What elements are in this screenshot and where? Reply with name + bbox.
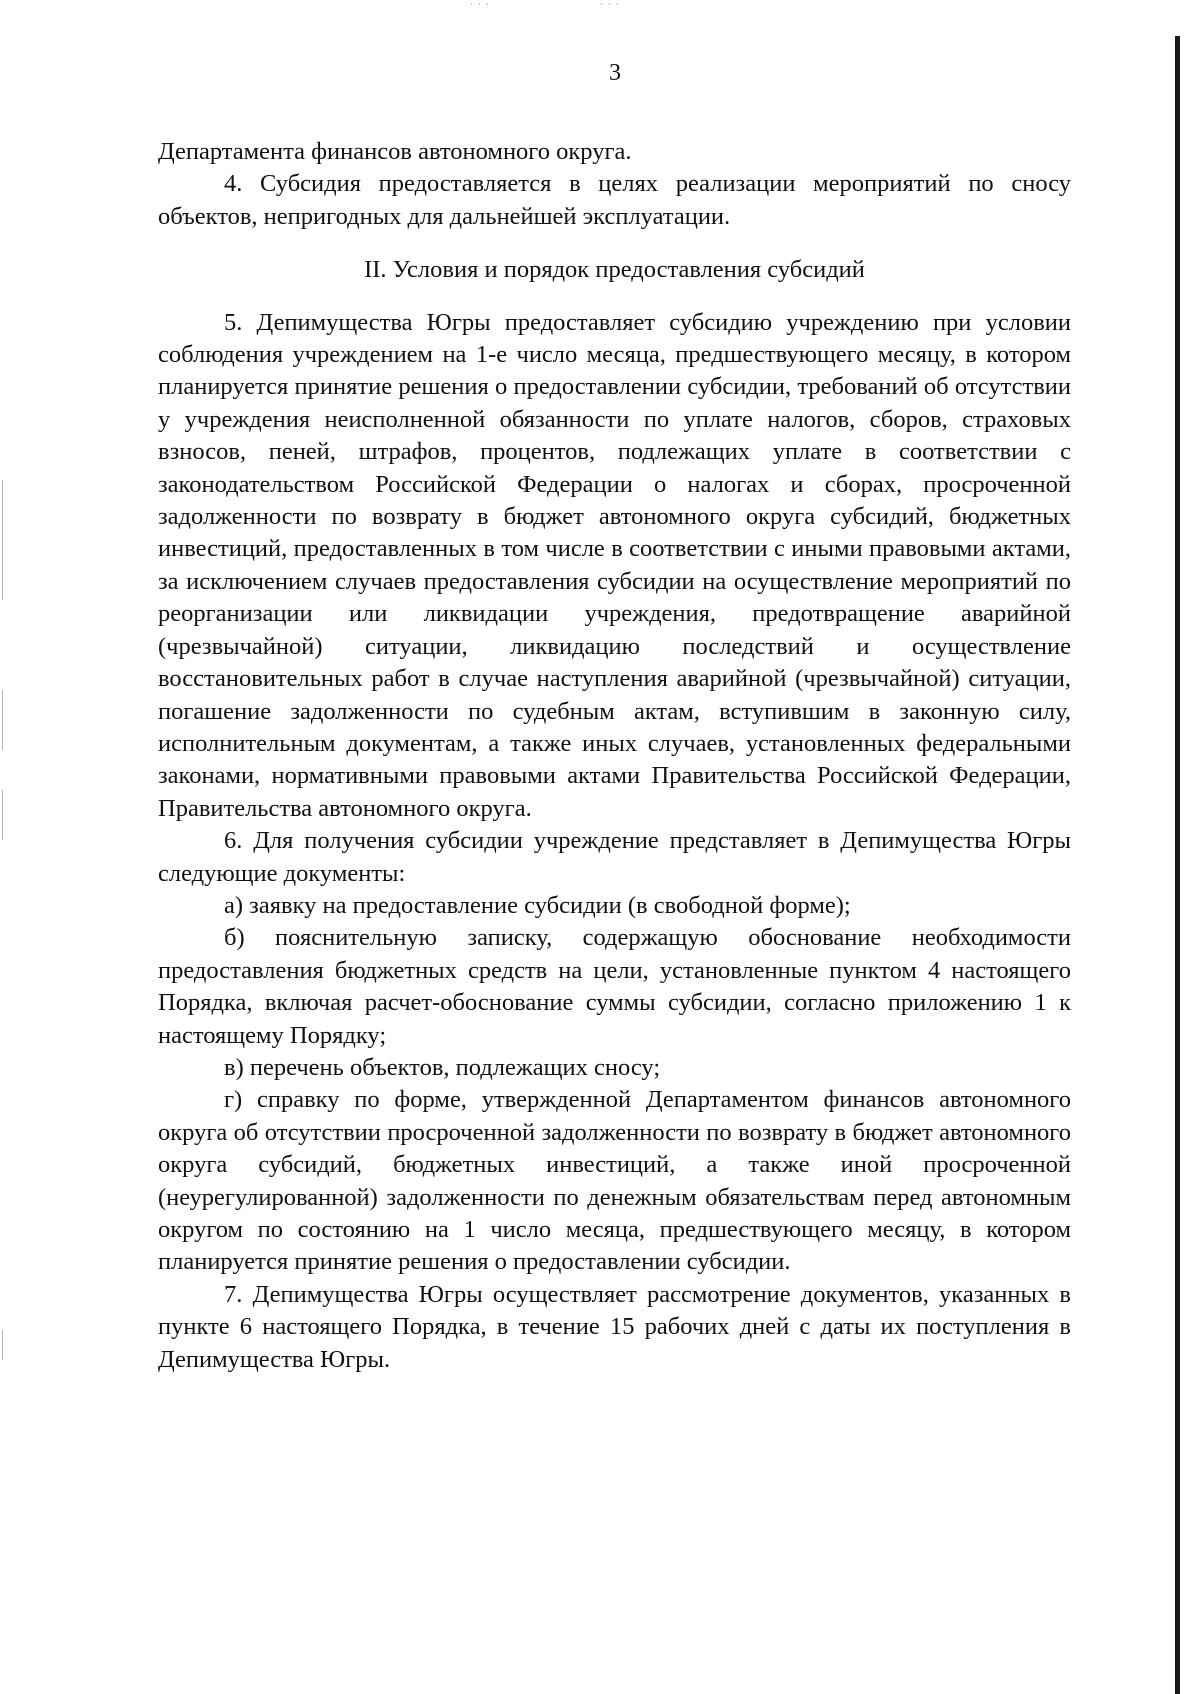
paragraph-5: 5. Депимущества Югры предоставляет субсидию учреждению при условии соблюдения учреждением на 1-е число месяца, предшествующего месяцу, в котором планируется принятие решения о предоставлении субсидии, требований об отсутствии у учреждения неисполненной обязанности по уплате налогов, сборов, страховых взносов, пеней, штрафов, процентов, подлежащих уплате в соответствии с законодательством Российской Федерации о налогах и сборах, просроченной задолженности по возврату в бюджет автономного округа субсидий, бюджетных инвестиций, предоставленных в том числе в соответствии с иными правовыми актами, за исключением случаев предоставления субсидии на осуществление мероприятий по реорганизации или ликвидации учреждения, предотвращение аварийной (чрезвычайной) ситуации, ликвидацию последствий и осуществление восстановительных работ в случае наступления аварийной (чрезвычайной) ситуации, погашение задолженности по судебным актам, вступившим в законную силу, исполнительным документам, а также иных случаев, установленных федеральными законами, нормативными правовыми актами Правительства Российской Федерации, Правительства автономного округа. — [158, 308, 1071, 822]
paragraph-6: 6. Для получения субсидии учреждение представляет в Депимущества Югры следующие документы: — [158, 827, 1071, 887]
scan-margin-mark — [2, 1330, 3, 1360]
scan-margin-mark — [2, 790, 3, 840]
scan-artifact: · · · — [600, 0, 620, 11]
page-number: 3 — [609, 60, 621, 86]
document-body — [158, 136, 1071, 1376]
paragraph-6b: б) пояснительную записку, содержащую обоснование необходимости предоставления бюджетных средств на цели, установленные пунктом 4 настоящего Порядка, включая расчет-обоснование суммы субсидии, согласно приложению 1 к настоящему Порядку; — [158, 924, 1071, 1049]
paragraph-6v: в) перечень объектов, подлежащих сносу; — [224, 1053, 661, 1081]
section-heading: II. Условия и порядок предоставления субсидий — [364, 256, 865, 284]
scan-artifact: · · · — [470, 0, 490, 11]
paragraph-continuation: Департамента финансов автономного округа. — [158, 138, 632, 165]
scan-edge-shadow — [1175, 36, 1180, 1694]
paragraph-6a: а) заявку на предоставление субсидии (в свободной форме); — [224, 891, 851, 919]
scan-margin-mark — [2, 690, 3, 750]
paragraph-6g: г) справку по форме, утвержденной Департаментом финансов автономного округа об отсутствии просроченной задолженности по возврату в бюджет автономного округа субсидий, бюджетных инвестиций, а также иной просроченной (неурегулированной) задолженности по денежным обязательствам перед автономным округом по состоянию на 1 число месяца, предшествующего месяцу, в котором планируется принятие решения о предоставлении субсидии. — [158, 1086, 1071, 1276]
paragraph-7: 7. Депимущества Югры осуществляет рассмотрение документов, указанных в пункте 6 настоящего Порядка, в течение 15 рабочих дней с даты их поступления в Депимущества Югры. — [158, 1280, 1071, 1373]
scan-margin-mark — [2, 480, 3, 600]
paragraph-4: 4. Субсидия предоставляется в целях реализации мероприятий по сносу объектов, непригодных для дальнейшей эксплуатации. — [158, 170, 1071, 230]
